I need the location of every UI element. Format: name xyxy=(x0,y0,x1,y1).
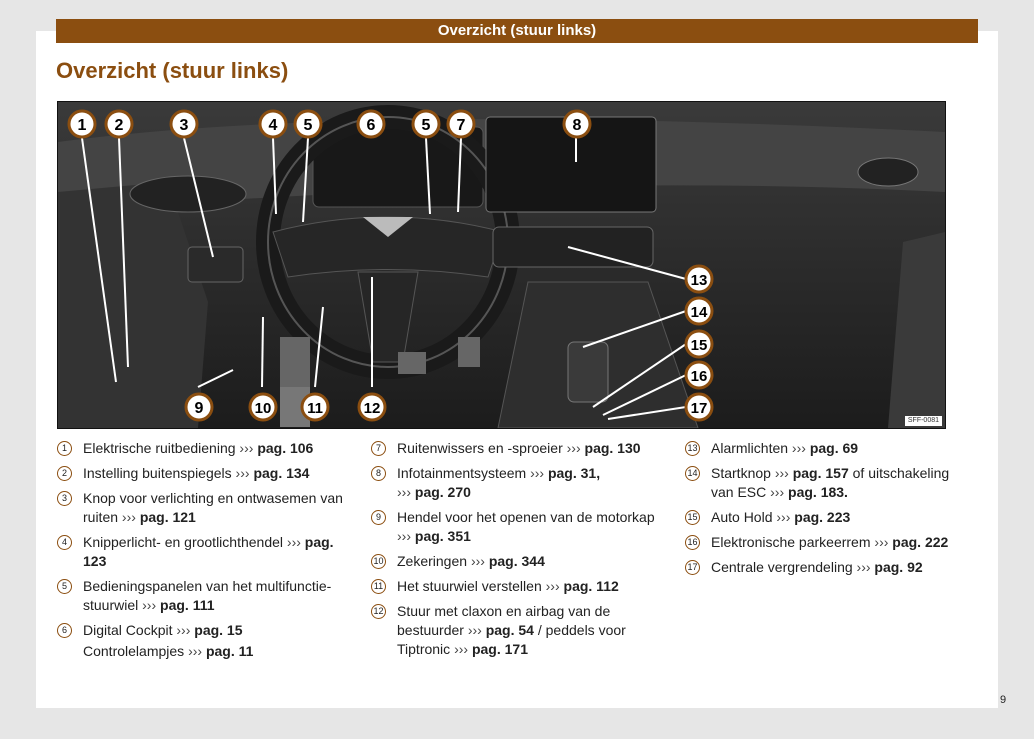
callout-7: 7 xyxy=(456,117,466,134)
page-ref[interactable]: pag. 121 xyxy=(139,509,196,525)
legend-number: 8 xyxy=(371,466,386,481)
dashboard-illustration xyxy=(57,101,946,429)
legend-item xyxy=(57,464,357,483)
page-number: 9 xyxy=(1000,694,1007,706)
legend-number: 7 xyxy=(371,441,386,456)
callout-5-left: 5 xyxy=(303,117,313,134)
legend-text: Zekeringen xyxy=(397,553,468,569)
chapter-header-bar: Overzicht (stuur links) xyxy=(56,19,978,43)
legend-item xyxy=(685,439,965,458)
ref-arrow: ››› xyxy=(545,578,560,594)
legend-text: Auto Hold xyxy=(711,509,773,525)
ref-arrow: ››› xyxy=(770,484,785,500)
legend-item xyxy=(685,533,965,552)
callout-9: 9 xyxy=(194,400,204,417)
ref-arrow: ››› xyxy=(239,440,254,456)
page-ref[interactable]: pag. 31, xyxy=(547,465,601,481)
legend-number: 1 xyxy=(57,441,72,456)
ref-arrow: ››› xyxy=(856,559,871,575)
callout-4: 4 xyxy=(268,117,278,134)
legend-number: 6 xyxy=(57,623,72,638)
legend-number: 12 xyxy=(371,604,386,619)
legend-text: Startknop xyxy=(711,465,771,481)
ref-arrow: ››› xyxy=(454,641,469,657)
callout-8: 8 xyxy=(572,117,582,134)
ref-arrow: ››› xyxy=(774,465,789,481)
callout-14: 14 xyxy=(690,304,708,321)
legend-text: Controlelampjes xyxy=(83,643,185,659)
page-ref[interactable]: pag. 351 xyxy=(414,528,471,544)
callout-13: 13 xyxy=(690,272,708,289)
page-ref[interactable]: pag. 69 xyxy=(809,440,859,456)
legend-item xyxy=(371,439,671,458)
legend-text: Elektronische parkeerrem xyxy=(711,534,871,550)
callout-10: 10 xyxy=(254,400,272,417)
legend-text: Stuur met claxon en airbag van de bestuurder xyxy=(397,603,611,638)
legend-number: 10 xyxy=(371,554,386,569)
callout-6: 6 xyxy=(366,117,376,134)
legend-item xyxy=(57,489,357,527)
ref-arrow: ››› xyxy=(530,465,545,481)
callout-12: 12 xyxy=(363,400,381,417)
legend-text: / peddels voor Tiptronic xyxy=(397,622,626,657)
legend-number: 4 xyxy=(57,535,72,550)
callout-5-right: 5 xyxy=(421,117,431,134)
legend-text: Digital Cockpit xyxy=(83,622,173,638)
legend-text: Centrale vergrendeling xyxy=(711,559,853,575)
callout-16: 16 xyxy=(690,368,708,385)
legend-text: Bedieningspanelen van het multifunctie-stuurwiel xyxy=(83,578,332,613)
page-ref[interactable]: pag. 92 xyxy=(874,559,923,575)
ref-arrow: ››› xyxy=(791,440,806,456)
ref-arrow: ››› xyxy=(188,643,203,659)
legend-column-1 xyxy=(57,439,357,667)
legend-text: of uitschakeling van ESC xyxy=(711,465,950,500)
page-ref[interactable]: pag. 112 xyxy=(563,578,619,594)
callout-3: 3 xyxy=(179,117,189,134)
legend-item xyxy=(371,464,671,502)
legend-item xyxy=(57,577,357,615)
legend-text: Hendel voor het openen van de motorkap xyxy=(397,509,655,525)
page-ref[interactable]: pag. 130 xyxy=(584,440,641,456)
legend-text: Instelling buitenspiegels xyxy=(83,465,232,481)
ref-arrow: ››› xyxy=(467,622,482,638)
ref-arrow: ››› xyxy=(470,553,485,569)
legend-text: Elektrische ruitbediening xyxy=(83,440,236,456)
callout-1: 1 xyxy=(77,117,87,134)
callout-17: 17 xyxy=(690,400,708,417)
ref-arrow: ››› xyxy=(874,534,889,550)
legend-number: 16 xyxy=(685,535,700,550)
legend-item xyxy=(371,577,671,596)
legend-number: 17 xyxy=(685,560,700,575)
legend-number: 14 xyxy=(685,466,700,481)
ref-arrow: ››› xyxy=(776,509,791,525)
ref-arrow: ››› xyxy=(235,465,250,481)
ref-arrow: ››› xyxy=(397,484,411,500)
legend-item xyxy=(685,558,965,577)
ref-arrow: ››› xyxy=(176,622,191,638)
legend-column-2 xyxy=(371,439,671,665)
ref-arrow: ››› xyxy=(286,534,301,550)
page-title: Overzicht (stuur links) xyxy=(56,58,289,83)
legend-column-3 xyxy=(685,439,965,583)
callout-11: 11 xyxy=(307,400,323,417)
page-ref[interactable]: pag. 106 xyxy=(257,440,314,456)
legend-number: 5 xyxy=(57,579,72,594)
page-ref[interactable]: pag. 171 xyxy=(471,641,528,657)
page-ref[interactable]: pag. 111 xyxy=(160,597,215,613)
page-ref[interactable]: pag. 54 xyxy=(485,622,534,638)
legend-text: Knipperlicht- en grootlichthendel xyxy=(83,534,284,550)
legend-item xyxy=(57,621,357,640)
legend-text: Het stuurwiel verstellen xyxy=(397,578,542,594)
dashboard-drawing xyxy=(58,102,945,428)
page-ref[interactable]: pag. 11 xyxy=(205,643,254,659)
legend-number: 3 xyxy=(57,491,72,506)
legend-item xyxy=(371,602,671,659)
page-ref[interactable]: pag. 344 xyxy=(488,553,545,569)
callout-2: 2 xyxy=(114,117,124,134)
legend-text: Knop voor verlichting en ontwasemen van ruiten xyxy=(83,490,343,525)
page-ref[interactable]: pag. 183. xyxy=(788,484,848,500)
ref-arrow: ››› xyxy=(566,440,581,456)
ref-arrow: ››› xyxy=(142,597,157,613)
legend-number: 15 xyxy=(685,510,700,525)
legend-text: Ruitenwissers en -sproeier xyxy=(397,440,563,456)
legend-item xyxy=(57,533,357,571)
page-ref[interactable]: pag. 223 xyxy=(794,509,851,525)
legend-text: Infotainmentsysteem xyxy=(397,465,527,481)
legend-item xyxy=(685,508,965,527)
ref-arrow: ››› xyxy=(121,509,136,525)
page-ref[interactable]: pag. 157 xyxy=(792,465,849,481)
legend-item xyxy=(685,464,965,502)
legend-text: Alarmlichten xyxy=(711,440,789,456)
legend-item xyxy=(371,552,671,571)
ref-arrow: ››› xyxy=(397,528,411,544)
legend-number: 9 xyxy=(371,510,386,525)
page-ref[interactable]: pag. 134 xyxy=(253,465,310,481)
legend-item xyxy=(57,439,357,458)
legend-subitem xyxy=(57,642,357,661)
figure-code: SFF-0081 xyxy=(905,416,942,426)
legend-number: 2 xyxy=(57,466,72,481)
page-ref[interactable]: pag. 222 xyxy=(892,534,949,550)
legend-number: 13 xyxy=(685,441,700,456)
page-ref[interactable]: pag. 123 xyxy=(83,534,334,569)
legend-number: 11 xyxy=(371,579,386,594)
page-ref[interactable]: pag. 270 xyxy=(414,484,471,500)
callout-15: 15 xyxy=(690,337,708,354)
page-ref[interactable]: pag. 15 xyxy=(194,622,243,638)
legend-item xyxy=(371,508,671,546)
